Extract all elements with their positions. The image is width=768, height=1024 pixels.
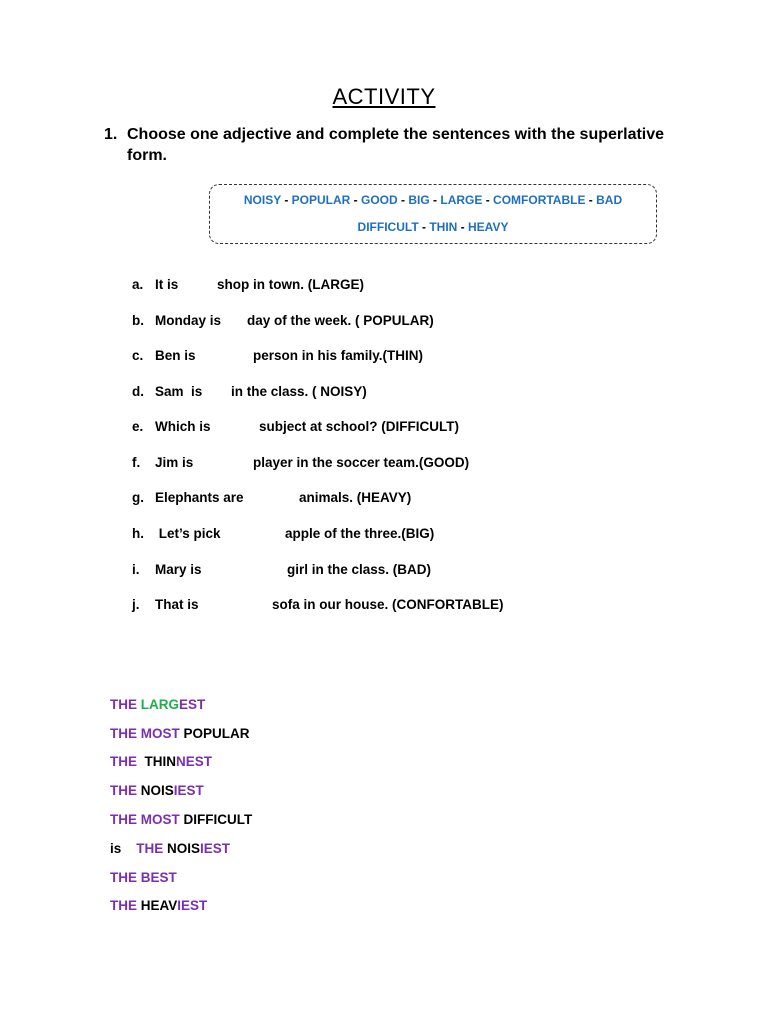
exercise-item [132, 348, 196, 363]
instruction-text: Choose one adjective and complete the sentences with the superlative form. [127, 126, 665, 164]
answer-fragment: LARG [140, 697, 180, 712]
word-box-row-2 [210, 214, 656, 241]
exercise-text-before: That is [155, 597, 199, 612]
word-separator: - [457, 220, 468, 234]
answer-line [110, 898, 207, 913]
exercise-letter: h. [132, 526, 144, 541]
exercise-letter: i. [132, 562, 140, 577]
answer-line [110, 754, 212, 769]
page-title: ACTIVITY [332, 84, 436, 109]
instruction-number: 1. [104, 126, 118, 143]
exercise-item [132, 313, 221, 328]
exercise-text-after: apple of the three.(BIG) [285, 526, 435, 541]
word-option: LARGE [440, 193, 483, 207]
word-option: BAD [596, 193, 623, 207]
answer-fragment: THE [110, 898, 141, 913]
answer-fragment: EST [179, 697, 206, 712]
exercise-text-before: Sam is [155, 384, 203, 399]
word-separator: - [418, 220, 430, 234]
answer-line [110, 812, 252, 827]
answer-fragment: IEST [177, 898, 208, 913]
exercise-text-after: person in his family.(THIN) [253, 348, 424, 363]
word-separator: - [585, 193, 597, 207]
answer-fragment: THE MOST [110, 812, 184, 827]
word-option: POPULAR [291, 193, 351, 207]
word-separator: - [397, 193, 409, 207]
exercise-letter: b. [132, 313, 144, 328]
exercise-text-after: sofa in our house. (CONFORTABLE) [272, 597, 504, 612]
exercise-letter: c. [132, 348, 144, 363]
exercise-text-before: Jim is [155, 455, 194, 470]
answer-fragment: is [110, 841, 137, 856]
exercise-item [132, 455, 193, 470]
word-option: NOISY [243, 193, 281, 207]
exercise-text-after: subject at school? (DIFFICULT) [259, 419, 459, 434]
exercise-text-before: Which is [155, 419, 211, 434]
exercise-text-after: shop in town. (LARGE) [217, 277, 364, 292]
word-option: BIG [408, 193, 430, 207]
exercise-text-before: Let’s pick [155, 526, 221, 541]
answer-fragment: IEST [200, 841, 231, 856]
answer-fragment: NOIS [140, 783, 174, 798]
exercise-item [132, 526, 221, 541]
exercise-text-after: animals. (HEAVY) [299, 490, 412, 505]
exercise-text-after: player in the soccer team.(GOOD) [253, 455, 470, 470]
exercise-item [132, 277, 178, 292]
word-box-row-1 [210, 187, 656, 214]
answer-fragment: HEAV [140, 898, 178, 913]
exercise-text-before: Elephants are [155, 490, 244, 505]
exercise-letter: j. [132, 597, 140, 612]
answer-fragment: THE [110, 754, 145, 769]
word-box [209, 184, 657, 244]
exercise-text-after: in the class. ( NOISY) [231, 384, 367, 399]
word-option: COMFORTABLE [493, 193, 586, 207]
word-option: THIN [429, 220, 458, 234]
word-separator: - [350, 193, 361, 207]
answer-line [110, 841, 230, 856]
word-separator: - [429, 193, 441, 207]
answer-fragment: THE MOST [110, 726, 184, 741]
answer-fragment: IEST [173, 783, 204, 798]
answer-fragment: NOIS [167, 841, 201, 856]
word-separator: - [482, 193, 494, 207]
exercise-text-before: Ben is [155, 348, 196, 363]
exercise-letter: a. [132, 277, 144, 292]
exercise-letter: g. [132, 490, 144, 505]
word-option: HEAVY [468, 220, 509, 234]
answer-fragment: THE BEST [110, 870, 177, 885]
answer-fragment: THE [110, 783, 141, 798]
answer-fragment: DIFFICULT [183, 812, 253, 827]
exercise-letter: e. [132, 419, 144, 434]
word-option: DIFFICULT [357, 220, 419, 234]
answer-line [110, 783, 204, 798]
answer-fragment: POPULAR [183, 726, 250, 741]
answer-line [110, 870, 177, 885]
word-separator: - [280, 193, 292, 207]
answer-fragment: THIN [144, 754, 177, 769]
answer-line [110, 697, 205, 712]
exercise-text-after: girl in the class. (BAD) [287, 562, 432, 577]
exercise-text-before: It is [155, 277, 179, 292]
exercise-item [132, 419, 211, 434]
instruction [104, 124, 684, 166]
exercise-letter: d. [132, 384, 144, 399]
exercise-item [132, 562, 202, 577]
answer-fragment: THE [136, 841, 168, 856]
exercise-text-after: day of the week. ( POPULAR) [247, 313, 434, 328]
exercise-letter: f. [132, 455, 141, 470]
exercise-text-before: Monday is [155, 313, 222, 328]
answer-fragment: THE [110, 697, 141, 712]
exercise-text-before: Mary is [155, 562, 202, 577]
answer-fragment: NEST [176, 754, 213, 769]
answer-line [110, 726, 250, 741]
exercise-item [132, 490, 244, 505]
exercise-item [132, 384, 202, 399]
exercise-item [132, 597, 199, 612]
word-option: GOOD [361, 193, 398, 207]
